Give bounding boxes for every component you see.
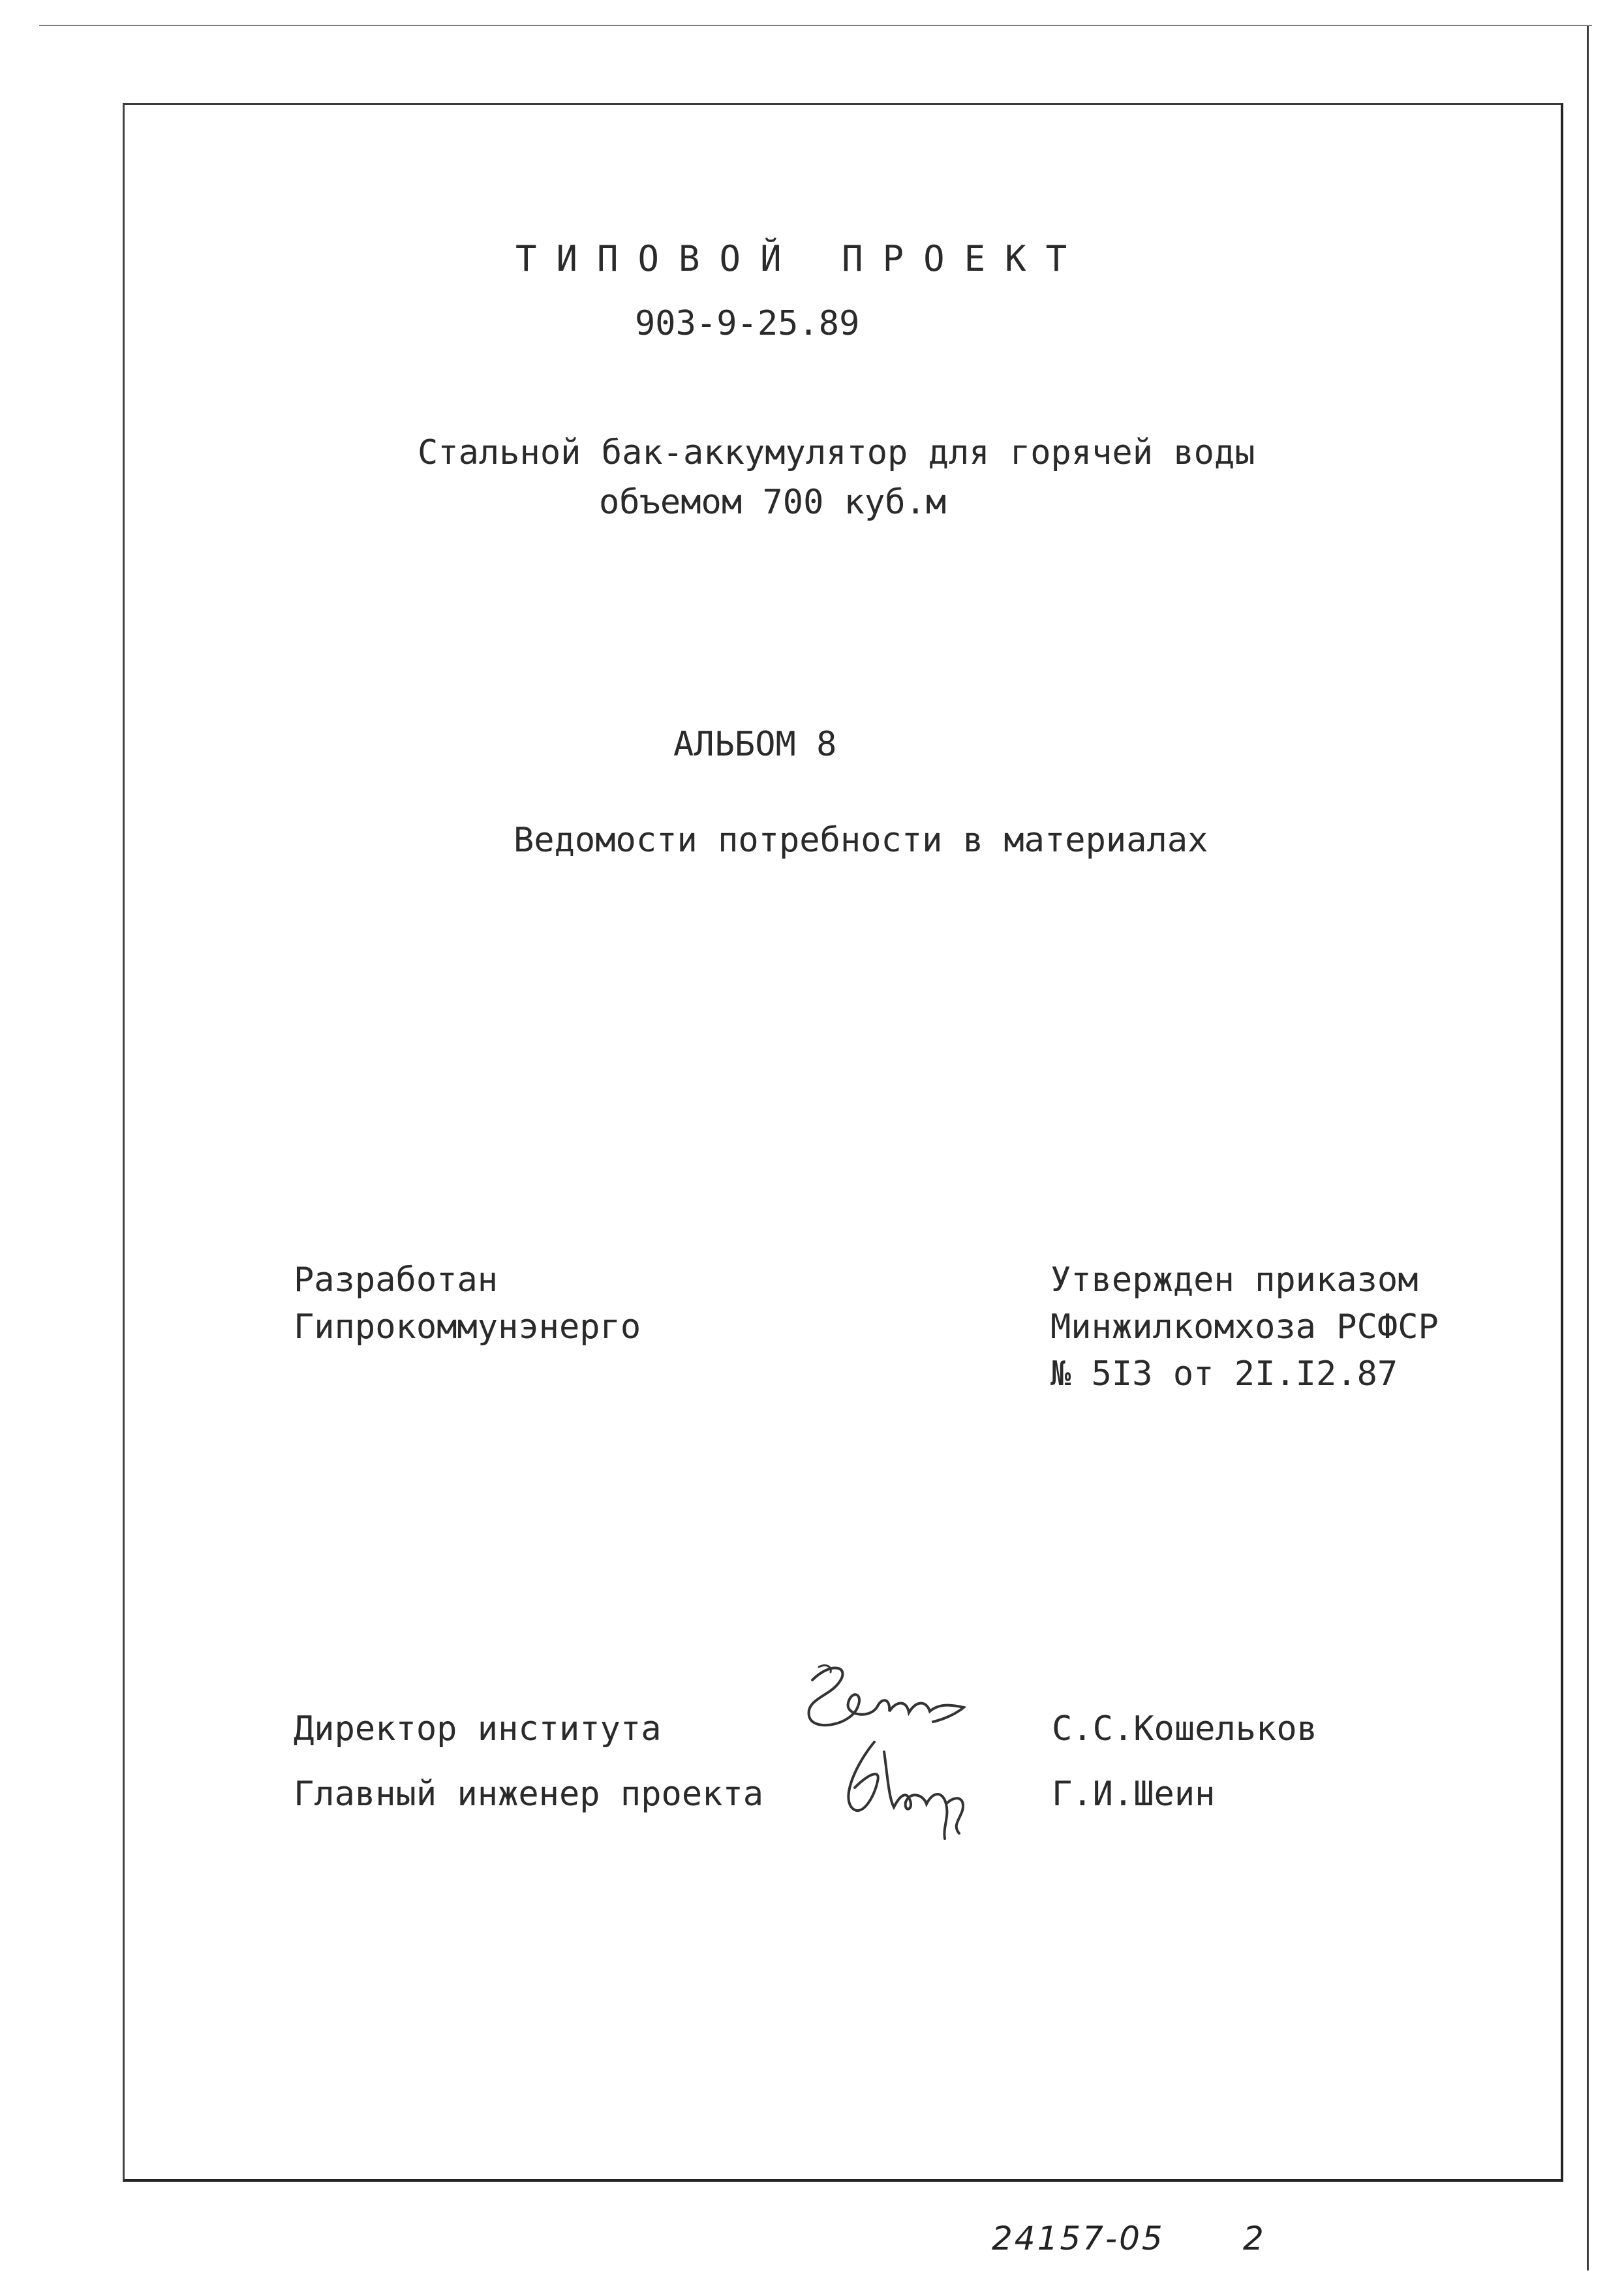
signatory-name-director: С.С.Кошельков xyxy=(1052,1709,1317,1749)
page-frame xyxy=(123,103,1563,2182)
project-title-line-2: объемом 700 куб.м xyxy=(599,483,947,522)
album-subtitle: Ведомости потребности в материалах xyxy=(513,821,1208,860)
signatory-name-chief-engineer: Г.И.Шеин xyxy=(1052,1775,1216,1814)
archive-code: 24157-05 xyxy=(992,2220,1165,2257)
developer-organization: Гипрокоммунэнерго xyxy=(294,1307,641,1347)
approval-order-number: № 5I3 от 2I.I2.87 xyxy=(1050,1354,1398,1394)
document-type-heading: ТИПОВОЙ ПРОЕКТ xyxy=(515,238,1087,279)
approval-line-2: Минжилкомхоза РСФСР xyxy=(1050,1307,1439,1347)
developed-label: Разработан xyxy=(294,1261,498,1300)
signatory-role-chief-engineer: Главный инженер проекта xyxy=(294,1775,764,1814)
project-title-line-1: Стальной бак-аккумулятор для горячей воды xyxy=(418,433,1255,472)
chief-engineer-signature xyxy=(829,1729,992,1843)
signatory-role-director: Директор института xyxy=(294,1709,662,1749)
approval-line-1: Утвержден приказом xyxy=(1050,1261,1418,1300)
album-number: АЛЬБОМ 8 xyxy=(673,725,837,764)
page-number: 2 xyxy=(1243,2220,1264,2257)
project-number: 903-9-25.89 xyxy=(635,304,860,343)
sheet-top-edge xyxy=(39,25,1592,26)
sheet-right-edge xyxy=(1587,26,1589,2270)
